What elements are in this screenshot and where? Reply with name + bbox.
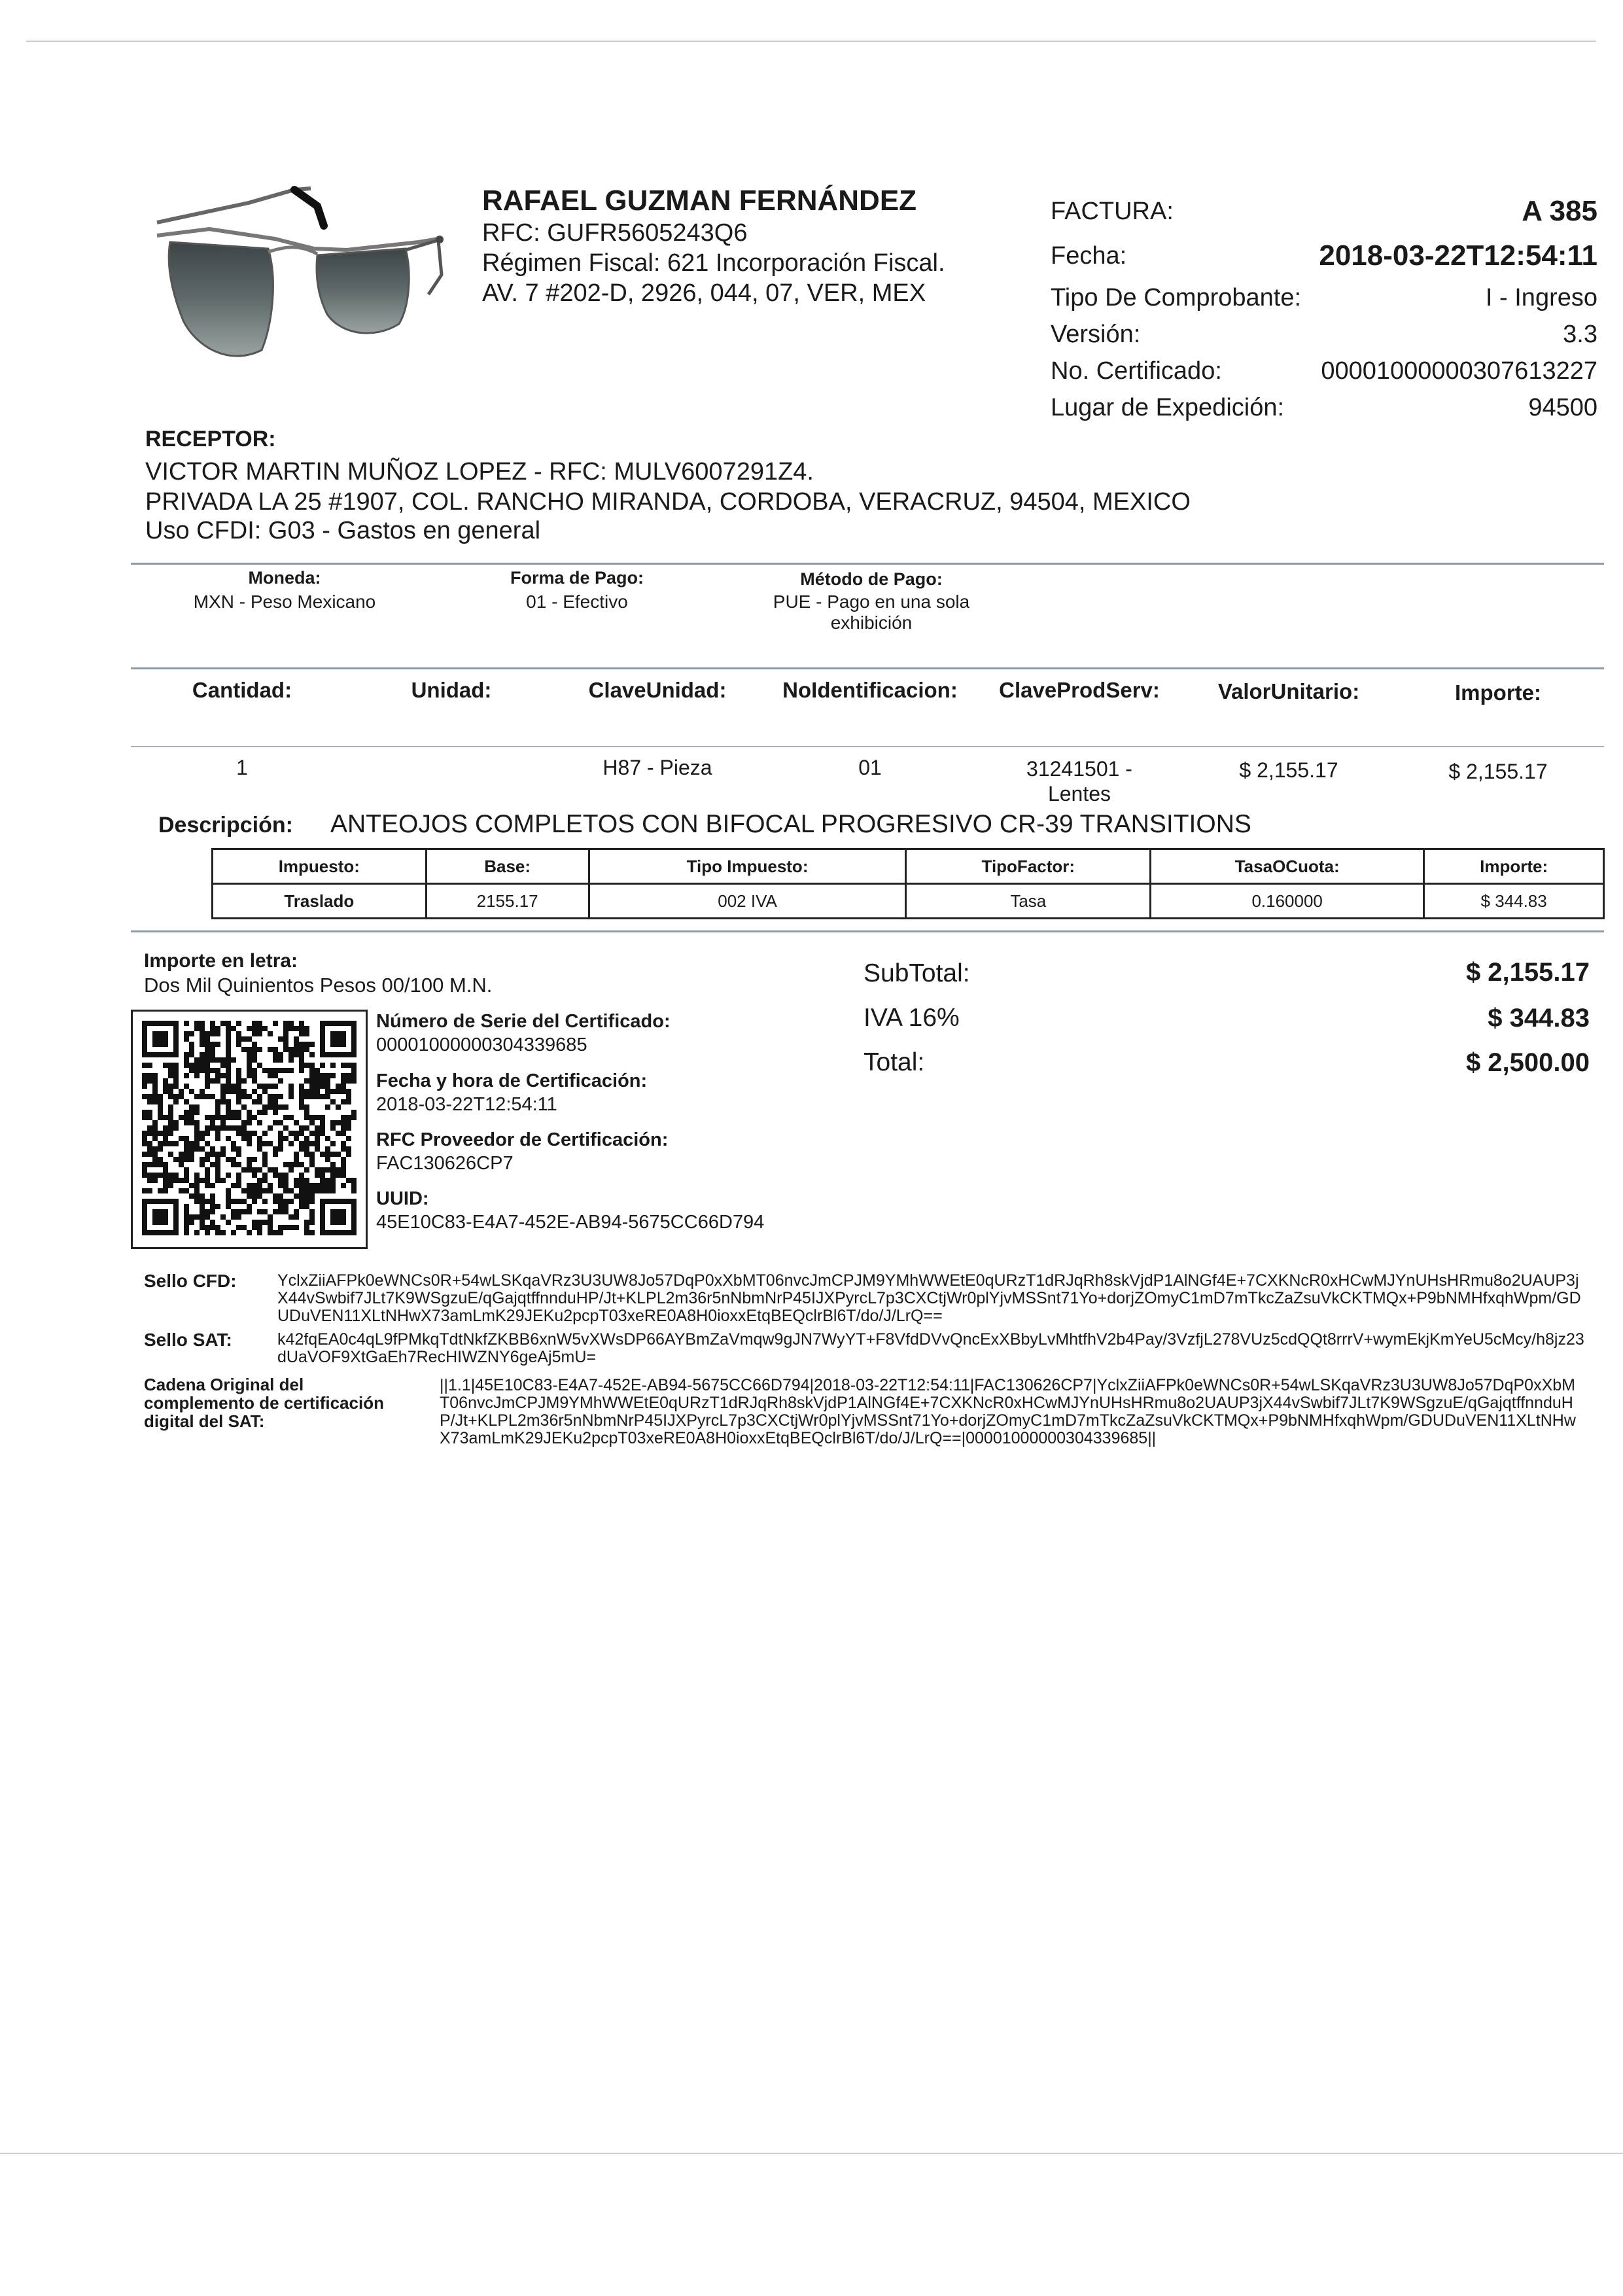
descripcion-value: ANTEOJOS COMPLETOS CON BIFOCAL PROGRESIVO CR-39 TRANSITIONS bbox=[330, 810, 1251, 838]
importe-letra-value: Dos Mil Quinientos Pesos 00/100 M.N. bbox=[144, 974, 493, 997]
scan-edge-bottom bbox=[0, 2153, 1623, 2154]
tax-header-tasaocuota: TasaOCuota: bbox=[1151, 849, 1424, 884]
item-noidentificacion: 01 bbox=[858, 756, 882, 779]
tax-table-row bbox=[213, 884, 1604, 919]
tax-table-header-row bbox=[213, 849, 1604, 884]
subtotal-label: SubTotal: bbox=[864, 959, 970, 987]
iva-label: IVA 16% bbox=[864, 1004, 960, 1032]
scan-edge-top bbox=[26, 41, 1596, 42]
tax-header-impuesto: Impuesto: bbox=[213, 849, 427, 884]
tipo-comprobante-label: Tipo De Comprobante: bbox=[1051, 284, 1302, 311]
certificado-value: 00001000000307613227 bbox=[1321, 357, 1597, 385]
rfc-proveedor-label: RFC Proveedor de Certificación: bbox=[376, 1129, 669, 1150]
tax-importe: $ 344.83 bbox=[1424, 884, 1604, 919]
subtotal-value: $ 2,155.17 bbox=[1465, 958, 1590, 987]
tax-impuesto: Traslado bbox=[213, 884, 427, 919]
total-value: $ 2,500.00 bbox=[1465, 1048, 1590, 1077]
col-importe-header: Importe: bbox=[1455, 680, 1541, 705]
version-value: 3.3 bbox=[1563, 321, 1597, 348]
divider bbox=[131, 930, 1604, 932]
fecha-value: 2018-03-22T12:54:11 bbox=[1319, 239, 1597, 272]
divider bbox=[131, 667, 1604, 669]
rfc-proveedor-value: FAC130626CP7 bbox=[376, 1153, 514, 1174]
sello-sat-value: k42fqEA0c4qL9fPMkqTdtNkfZKBB6xnW5vXWsDP66AYBmZaVmqw9gJN7WyYT+F8VfdDVvQncExXBbyLvMhtfhV2b4Pay/3VzfjL278VUz5cdQQt8rrrV+wymEkjKmYeU5cMcy/h8jz23dUaVOF9XtGaEh7RecHIWZNY6geAj5mU= bbox=[277, 1330, 1584, 1366]
issuer-regimen: Régimen Fiscal: 621 Incorporación Fiscal. bbox=[482, 249, 945, 277]
col-unidad-header: Unidad: bbox=[411, 678, 492, 702]
fecha-label: Fecha: bbox=[1051, 242, 1127, 270]
tax-header-importe: Importe: bbox=[1424, 849, 1604, 884]
receptor-line-2: PRIVADA LA 25 #1907, COL. RANCHO MIRANDA, CORDOBA, VERACRUZ, 94504, MEXICO bbox=[145, 488, 1191, 516]
col-claveprodserv-header: ClaveProdServ: bbox=[999, 678, 1160, 702]
tax-header-tipofactor: TipoFactor: bbox=[906, 849, 1151, 884]
forma-pago-value: 01 - Efectivo bbox=[526, 592, 628, 612]
sello-cfd-label: Sello CFD: bbox=[144, 1271, 237, 1291]
moneda-value: MXN - Peso Mexicano bbox=[193, 592, 376, 612]
receptor-line-1: VICTOR MARTIN MUÑOZ LOPEZ - RFC: MULV6007291Z4. bbox=[145, 458, 814, 486]
cadena-original-value: ||1.1|45E10C83-E4A7-452E-AB94-5675CC66D794|2018-03-22T12:54:11|FAC130626CP7|YclxZiiAFPk0eWNCs0R+54wLSKqaVRz3U3UW8Jo57DqP0xXbMT06nvcJmCPJM9YMhWWEtE0qURzT1dRJqRh8skVjdP1AlNGf4E+7CXKNcR0xHCwMJYnUHsHRmu8o2UAUP3jX44vSwbif7JLt7K9WSgzuE/qGajqtffnnduHP/Jt+KLPL2m36r5nNbmNrP45IJXPyrcL7p3CXCtjWr0plYjvMSSnt71Yo+dorjZOmyC1mD7mTkcZaZsuVkCKTMQx+P9bNMHfxqhWpm/GDUDuVEN11XLtNHwX73amLmK29JEKu2pcpT03xeRE0A8H0ioxxEtqBEQclrBl6T/do/J/LrQ==|00001000000304339685|| bbox=[440, 1376, 1576, 1447]
receptor-heading: RECEPTOR: bbox=[145, 427, 276, 451]
moneda-label: Moneda: bbox=[248, 568, 321, 588]
version-label: Versión: bbox=[1051, 321, 1141, 348]
fecha-certificacion-label: Fecha y hora de Certificación: bbox=[376, 1070, 648, 1091]
col-cantidad-header: Cantidad: bbox=[192, 678, 292, 702]
lugar-expedicion-label: Lugar de Expedición: bbox=[1051, 394, 1285, 421]
tax-header-tipo-impuesto: Tipo Impuesto: bbox=[589, 849, 906, 884]
cadena-original-label: Cadena Original del complemento de certificación digital del SAT: bbox=[144, 1375, 384, 1431]
item-importe: $ 2,155.17 bbox=[1448, 760, 1548, 783]
total-label: Total: bbox=[864, 1048, 925, 1076]
issuer-rfc: RFC: GUFR5605243Q6 bbox=[482, 219, 748, 247]
forma-pago-label: Forma de Pago: bbox=[510, 568, 644, 588]
metodo-pago-label: Método de Pago: bbox=[800, 569, 943, 589]
certificado-label: No. Certificado: bbox=[1051, 357, 1222, 385]
metodo-pago-value: PUE - Pago en una sola exhibición bbox=[773, 592, 970, 633]
tax-table bbox=[211, 848, 1605, 919]
factura-label: FACTURA: bbox=[1051, 198, 1174, 225]
divider bbox=[131, 563, 1604, 565]
tax-tasaocuota: 0.160000 bbox=[1151, 884, 1424, 919]
factura-value: A 385 bbox=[1522, 195, 1597, 227]
col-noidentificacion-header: NoIdentificacion: bbox=[782, 678, 958, 702]
importe-letra-label: Importe en letra: bbox=[144, 950, 298, 972]
iva-value: $ 344.83 bbox=[1488, 1004, 1590, 1033]
serie-certificado-label: Número de Serie del Certificado: bbox=[376, 1011, 671, 1032]
receptor-line-3: Uso CFDI: G03 - Gastos en general bbox=[145, 517, 541, 544]
sello-sat-label: Sello SAT: bbox=[144, 1330, 232, 1350]
issuer-name: RAFAEL GUZMAN FERNÁNDEZ bbox=[482, 185, 917, 217]
tipo-comprobante-value: I - Ingreso bbox=[1485, 284, 1597, 311]
sello-cfd-value: YclxZiiAFPk0eWNCs0R+54wLSKqaVRz3U3UW8Jo57DqP0xXbMT06nvcJmCPJM9YMhWWEtE0qURzT1dRJqRh8skVjdP1AlNGf4E+7CXKNcR0xHCwMJYnUHsHRmu8o2UAUP3jX44vSwbif7JLt7K9WSgzuE/qGajqtffnnduHP/Jt+KLPL2m36r5nNbmNrP45IJXPyrcL7p3CXCtjWr0plYjvMSSnt71Yo+dorjZOmyC1mD7mTkcZaZsuVkCKTMQx+P9bNMHfxqhWpm/GDUDuVEN11XLtNHwX73amLmK29JEKu2pcpT03xeRE0A8H0ioxxEtqBEQclrBl6T/do/J/LrQ== bbox=[277, 1271, 1581, 1325]
tax-header-base: Base: bbox=[426, 849, 589, 884]
col-claveunidad-header: ClaveUnidad: bbox=[588, 678, 727, 702]
tax-tipo-impuesto: 002 IVA bbox=[589, 884, 906, 919]
uuid-value: 45E10C83-E4A7-452E-AB94-5675CC66D794 bbox=[376, 1212, 765, 1233]
issuer-address: AV. 7 #202-D, 2926, 044, 07, VER, MEX bbox=[482, 279, 926, 307]
descripcion-label: Descripción: bbox=[158, 813, 293, 838]
item-claveunidad: H87 - Pieza bbox=[602, 756, 712, 779]
fecha-certificacion-value: 2018-03-22T12:54:11 bbox=[376, 1094, 557, 1115]
divider bbox=[131, 746, 1604, 747]
sunglasses-logo bbox=[131, 177, 458, 399]
qr-code bbox=[131, 1010, 368, 1249]
uuid-label: UUID: bbox=[376, 1188, 429, 1209]
item-cantidad: 1 bbox=[236, 756, 248, 779]
item-valorunitario: $ 2,155.17 bbox=[1239, 758, 1338, 782]
lugar-expedicion-value: 94500 bbox=[1528, 394, 1597, 421]
tax-base: 2155.17 bbox=[426, 884, 589, 919]
item-claveprodserv: 31241501 - Lentes bbox=[1026, 757, 1132, 805]
col-valorunitario-header: ValorUnitario: bbox=[1217, 679, 1360, 703]
serie-certificado-value: 00001000000304339685 bbox=[376, 1034, 587, 1055]
tax-tipofactor: Tasa bbox=[906, 884, 1151, 919]
